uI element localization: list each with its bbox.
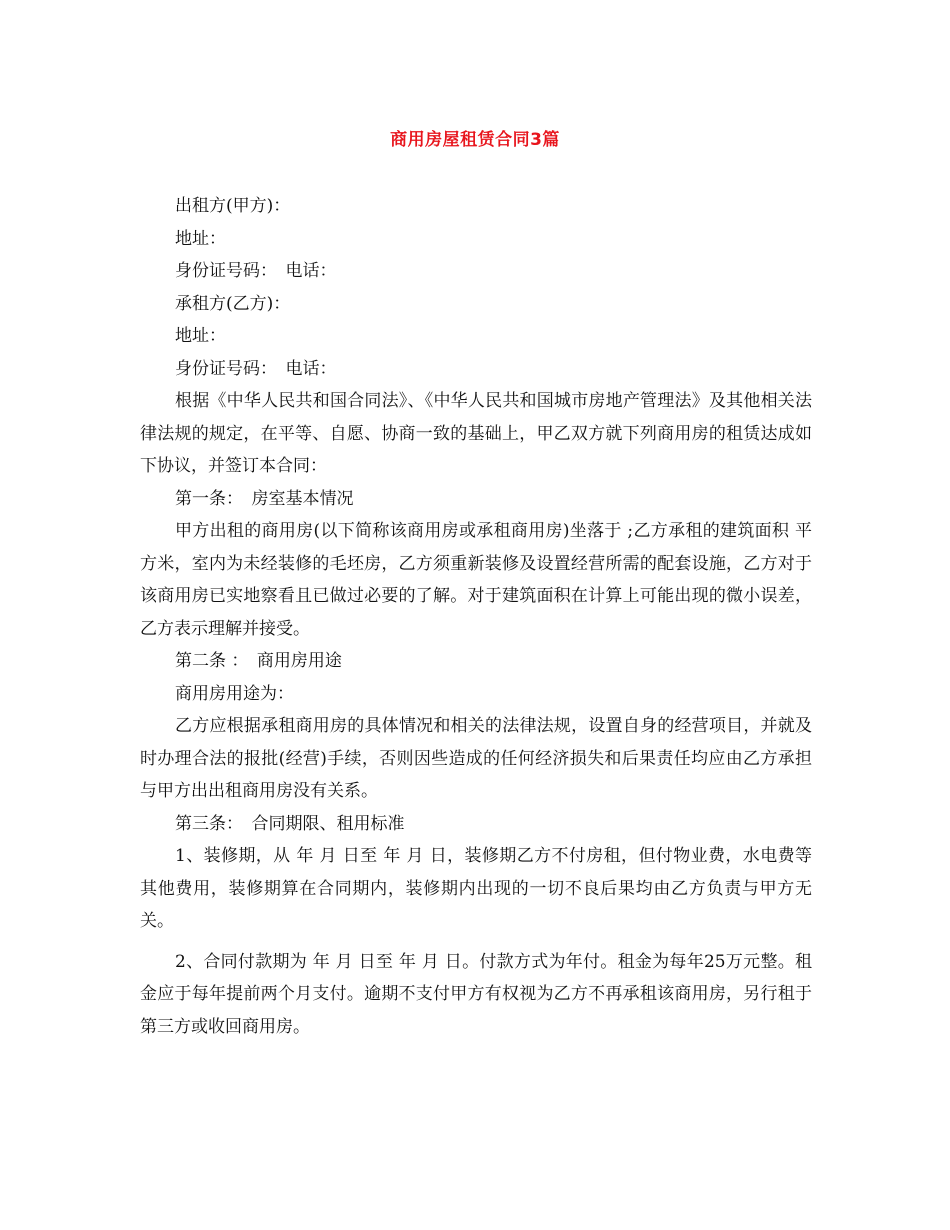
article-1-heading: 第一条： 房室基本情况 [175,488,354,509]
document-title: 商用房屋租赁合同3篇 [390,130,560,150]
article-2-paragraph: 乙方应根据承租商用房的具体情况和相关的法律法规，设置自身的经营项目，并就及时办理合法的报批(经营)手续，否则因些造成的任何经济损失和后果责任均应由乙方承担与甲方出出租商用房没有关系。 [140,716,812,801]
article-1-paragraph: 甲方出租的商用房(以下简称该商用房或承租商用房)坐落于 ;乙方承租的建筑面积 平方米，室内为未经装修的毛坯房，乙方须重新装修及设置经营所需的配套设施，乙方对于该商用房已实地察看且已做过必要的了解。对于建筑面积在计算上可能出现的微小误差，乙方表示理解并接受。 [140,521,812,639]
article-3-item-2: 2、合同付款期为 年 月 日至 年 月 日。付款方式为年付。租金为每年25万元整。租金应于每年提前两个月支付。逾期不支付甲方有权视为乙方不再承租该商用房，另行租于第三方或收回商用房。 [140,951,812,1037]
lessor-address-line: 地址： [175,228,226,249]
document-body [140,190,812,1043]
article-3-item-1: 1、装修期，从 年 月 日至 年 月 日，装修期乙方不付房租，但付物业费，水电费等其他费用，装修期算在合同期内，装修期内出现的一切不良后果均由乙方负责与甲方无关。 [140,846,812,931]
intro-paragraph: 根据《中华人民共和国合同法》、《中华人民共和国城市房地产管理法》及其他相关法律法规的规定，在平等、自愿、协商一致的基础上，甲乙双方就下列商用房的租赁达成如下协议，并签订本合同： [140,391,812,476]
lessor-line: 出租方(甲方)： [175,196,291,216]
lessee-line: 承租方(乙方)： [175,293,291,314]
article-2-usage-line: 商用房用途为： [175,683,294,704]
article-3-heading: 第三条： 合同期限、租用标准 [175,813,405,834]
article-2-heading: 第二条 ： 商用房用途 [175,651,342,671]
lessee-id-phone-line: 身份证号码： 电话： [175,358,337,379]
lessor-id-phone-line: 身份证号码： 电话： [175,261,337,281]
lessee-address-line: 地址： [175,326,226,346]
